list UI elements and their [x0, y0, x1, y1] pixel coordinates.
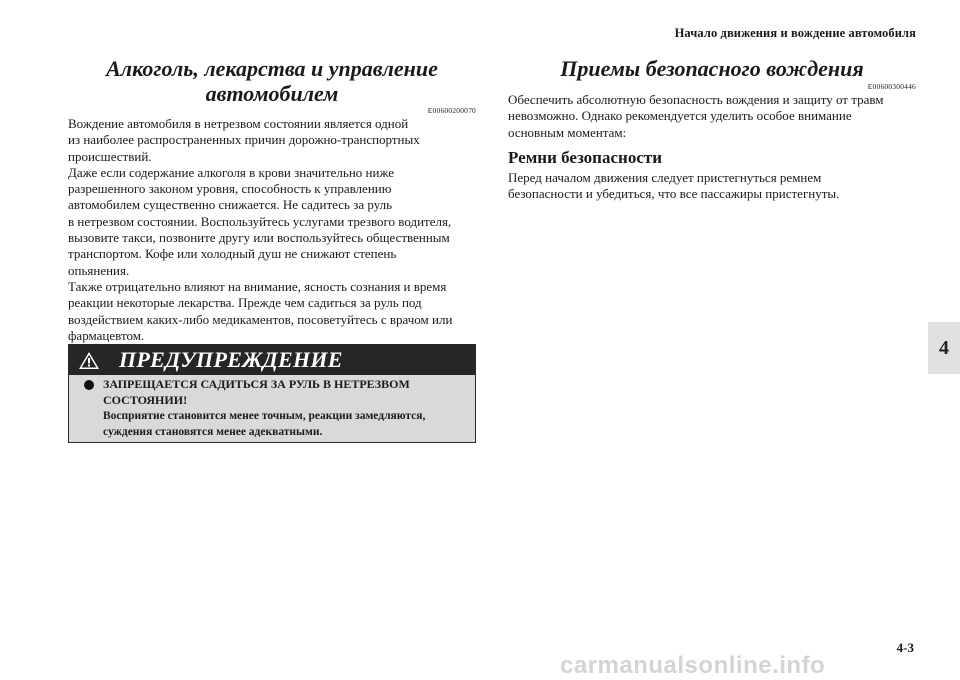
section-title-line2: автомобилем	[205, 81, 339, 106]
warning-box	[68, 344, 476, 443]
warning-item-title: ЗАПРЕЩАЕТСЯ САДИТЬСЯ ЗА РУЛЬ В НЕТРЕЗВОМ СОСТОЯНИИ!	[103, 377, 410, 407]
bullet-icon	[84, 380, 94, 390]
section-code-safe-driving: E00600300446	[867, 82, 916, 91]
running-head: Начало движения и вождение автомобиля	[674, 26, 916, 40]
warning-item-text: Восприятие становится менее точным, реакции замедляются, суждения становятся менее адекватными.	[103, 410, 426, 438]
page-number: 4-3	[896, 640, 914, 655]
paragraph-seatbelts: Перед началом движения следует пристегнуться ремнем безопасности и убедиться, что все пассажиры пристегнуты.	[508, 170, 840, 202]
watermark-logo: carmanualsonline.info	[560, 652, 826, 679]
chapter-tab: 4	[928, 322, 960, 374]
section-code-alcohol: E00600200070	[427, 106, 476, 115]
paragraph-safe-driving: Обеспечить абсолютную безопасность вождения и защиту от травм невозможно. Однако рекомендуется уделить особое внимание основным моментам:	[508, 92, 884, 140]
warning-header	[69, 345, 475, 375]
section-title-line1: Алкоголь, лекарства и управление	[106, 56, 438, 81]
warning-triangle-icon	[78, 351, 100, 370]
section-title-alcohol	[68, 56, 476, 106]
section-title-safe-driving: Приемы безопасного вождения	[560, 56, 864, 81]
paragraph-alcohol: Вождение автомобиля в нетрезвом состоянии является одной из наиболее распространенных причин дорожно-транспортных происшествий. Даже если содержание алкоголя в крови значительно ниже разрешенного законом уровня, способность к управлению автомобилем существенно снижается. Не садитесь за руль в нетрезвом состоянии. Воспользуйтесь услугами трезвого водителя, вызовите такси, позвоните другу или воспользуйтесь общественным транспортом. Кофе или холодный душ не снижают степень опьянения. Также отрицательно влияют на внимание, ясность сознания и время реакции некоторые лекарства. Прежде чем садиться за руль под воздействием каких-либо медикаментов, посоветуйтесь с врачом или фармацевтом.	[68, 116, 453, 343]
subheading-seatbelts: Ремни безопасности	[508, 148, 663, 167]
warning-title: ПРЕДУПРЕЖДЕНИЕ	[119, 347, 343, 372]
